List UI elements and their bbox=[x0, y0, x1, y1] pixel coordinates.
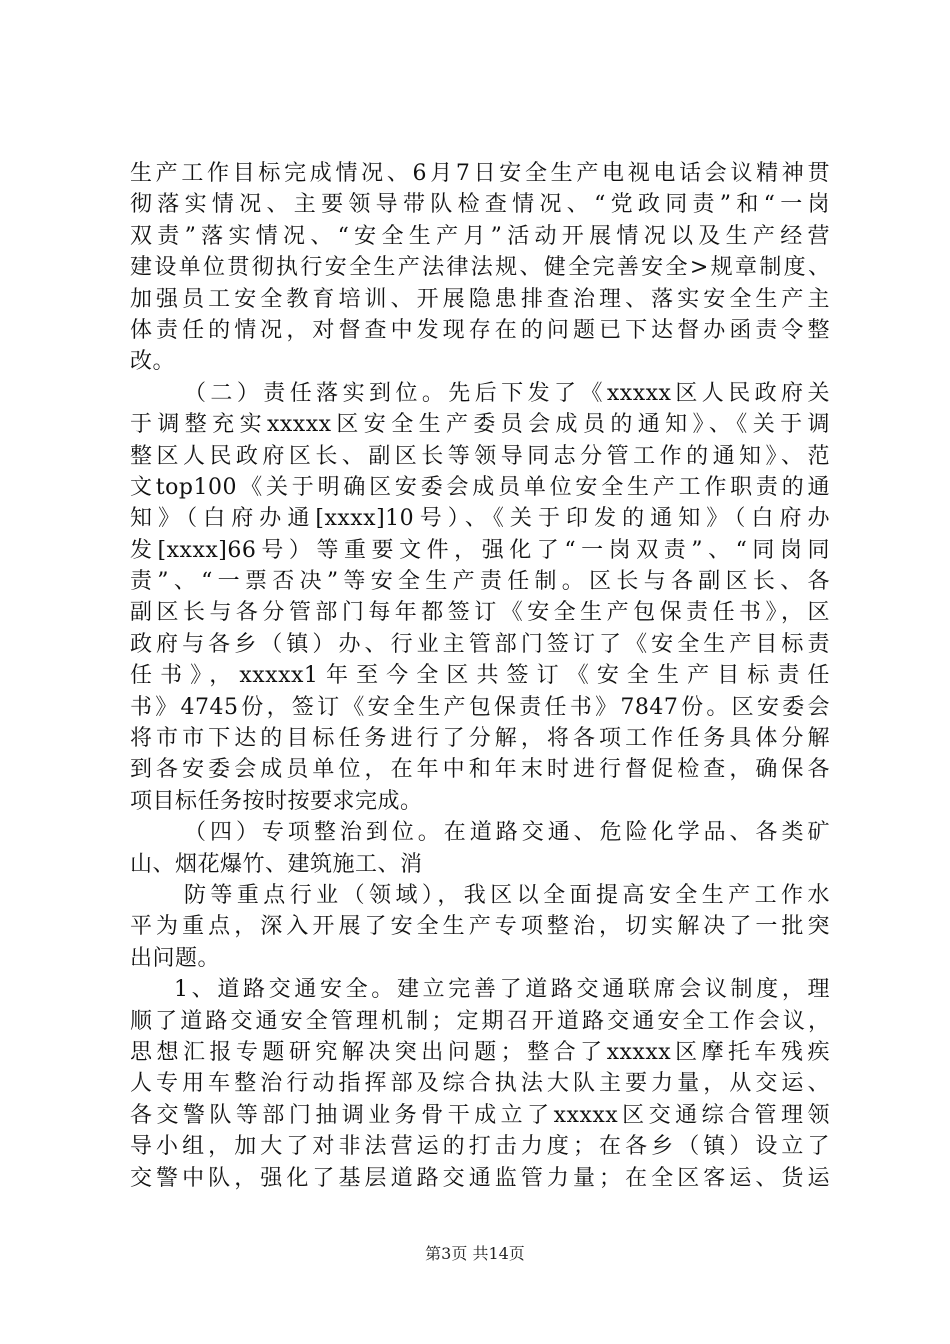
text-line: 思想汇报专题研究解决突出问题；整合了xxxxx区摩托车残疾 bbox=[130, 1039, 830, 1065]
text-line: 建设单位贯彻执行安全生产法律法规、健全完善安全>规章制度、 bbox=[130, 255, 830, 281]
text-line: 改。 bbox=[130, 349, 176, 375]
text-line: 出问题。 bbox=[130, 945, 221, 971]
text-line: 生产工作目标完成情况、6月7日安全生产电视电话会议精神贯 bbox=[130, 161, 830, 186]
document-body bbox=[130, 158, 830, 1194]
text-line: 知》（白府办通[xxxx]10号）、《关于印发的通知》（白府办 bbox=[130, 506, 830, 532]
text-line: 书》4745份，签订《安全生产包保责任书》7847份。区安委会 bbox=[130, 694, 830, 720]
paragraph-start-line: 1、道路交通安全。建立完善了道路交通联席会议制度，理 bbox=[174, 977, 830, 1003]
text-line: 彻落实情况、主要领导带队检查情况、“党政同责”和“一岗 bbox=[130, 192, 830, 218]
text-line: 顺了道路交通安全管理机制；定期召开道路交通安全工作会议， bbox=[130, 1008, 830, 1034]
text-line: 人专用车整治行动指挥部及综合执法大队主要力量，从交运、 bbox=[130, 1071, 830, 1097]
text-line: 山、烟花爆竹、建筑施工、消 bbox=[130, 851, 423, 877]
text-line: 责”、“一票否决”等安全生产责任制。区长与各副区长、各 bbox=[130, 569, 830, 595]
paragraph-start-line: 防等重点行业（领域），我区以全面提高安全生产工作水 bbox=[184, 882, 830, 908]
text-line: 发[xxxx]66号）等重要文件，强化了“一岗双责”、“同岗同 bbox=[130, 537, 830, 563]
paragraph-start-line: （二）责任落实到位。先后下发了《xxxxx区人民政府关 bbox=[184, 380, 830, 406]
text-line: 导小组，加大了对非法营运的打击力度；在各乡（镇）设立了 bbox=[130, 1134, 830, 1160]
text-line: 交警中队，强化了基层道路交通监管力量；在全区客运、货运 bbox=[130, 1165, 830, 1191]
text-line: 项目标任务按时按要求完成。 bbox=[130, 788, 423, 814]
text-line: 到各安委会成员单位，在年中和年末时进行督促检查，确保各 bbox=[130, 757, 830, 783]
text-line: 于调整充实xxxxx区安全生产委员会成员的通知》、《关于调 bbox=[130, 412, 830, 438]
text-line: 双责”落实情况、“安全生产月”活动开展情况以及生产经营 bbox=[130, 223, 830, 249]
text-line: 平为重点，深入开展了安全生产专项整治，切实解决了一批突 bbox=[130, 914, 830, 940]
text-line: 副区长与各分管部门每年都签订《安全生产包保责任书》，区 bbox=[130, 600, 830, 626]
text-line: 体责任的情况，对督查中发现存在的问题已下达督办函责令整 bbox=[130, 317, 830, 343]
text-line: 加强员工安全教育培训、开展隐患排查治理、落实安全生产主 bbox=[130, 286, 830, 312]
page-number-footer: 第3页 共14页 bbox=[425, 1244, 525, 1263]
paragraph-start-line: （四）专项整治到位。在道路交通、危险化学品、各类矿 bbox=[184, 820, 830, 846]
text-line: 文top100《关于明确区安委会成员单位安全生产工作职责的通 bbox=[130, 474, 830, 500]
text-line: 整区人民政府区长、副区长等领导同志分管工作的通知》、范 bbox=[130, 443, 830, 469]
text-line: 将市市下达的目标任务进行了分解，将各项工作任务具体分解 bbox=[130, 726, 830, 752]
text-line: 任书》，xxxxx1年至今全区共签订《安全生产目标责任 bbox=[130, 663, 830, 689]
text-line: 各交警队等部门抽调业务骨干成立了xxxxx区交通综合管理领 bbox=[130, 1102, 830, 1128]
text-line: 政府与各乡（镇）办、行业主管部门签订了《安全生产目标责 bbox=[130, 631, 830, 657]
